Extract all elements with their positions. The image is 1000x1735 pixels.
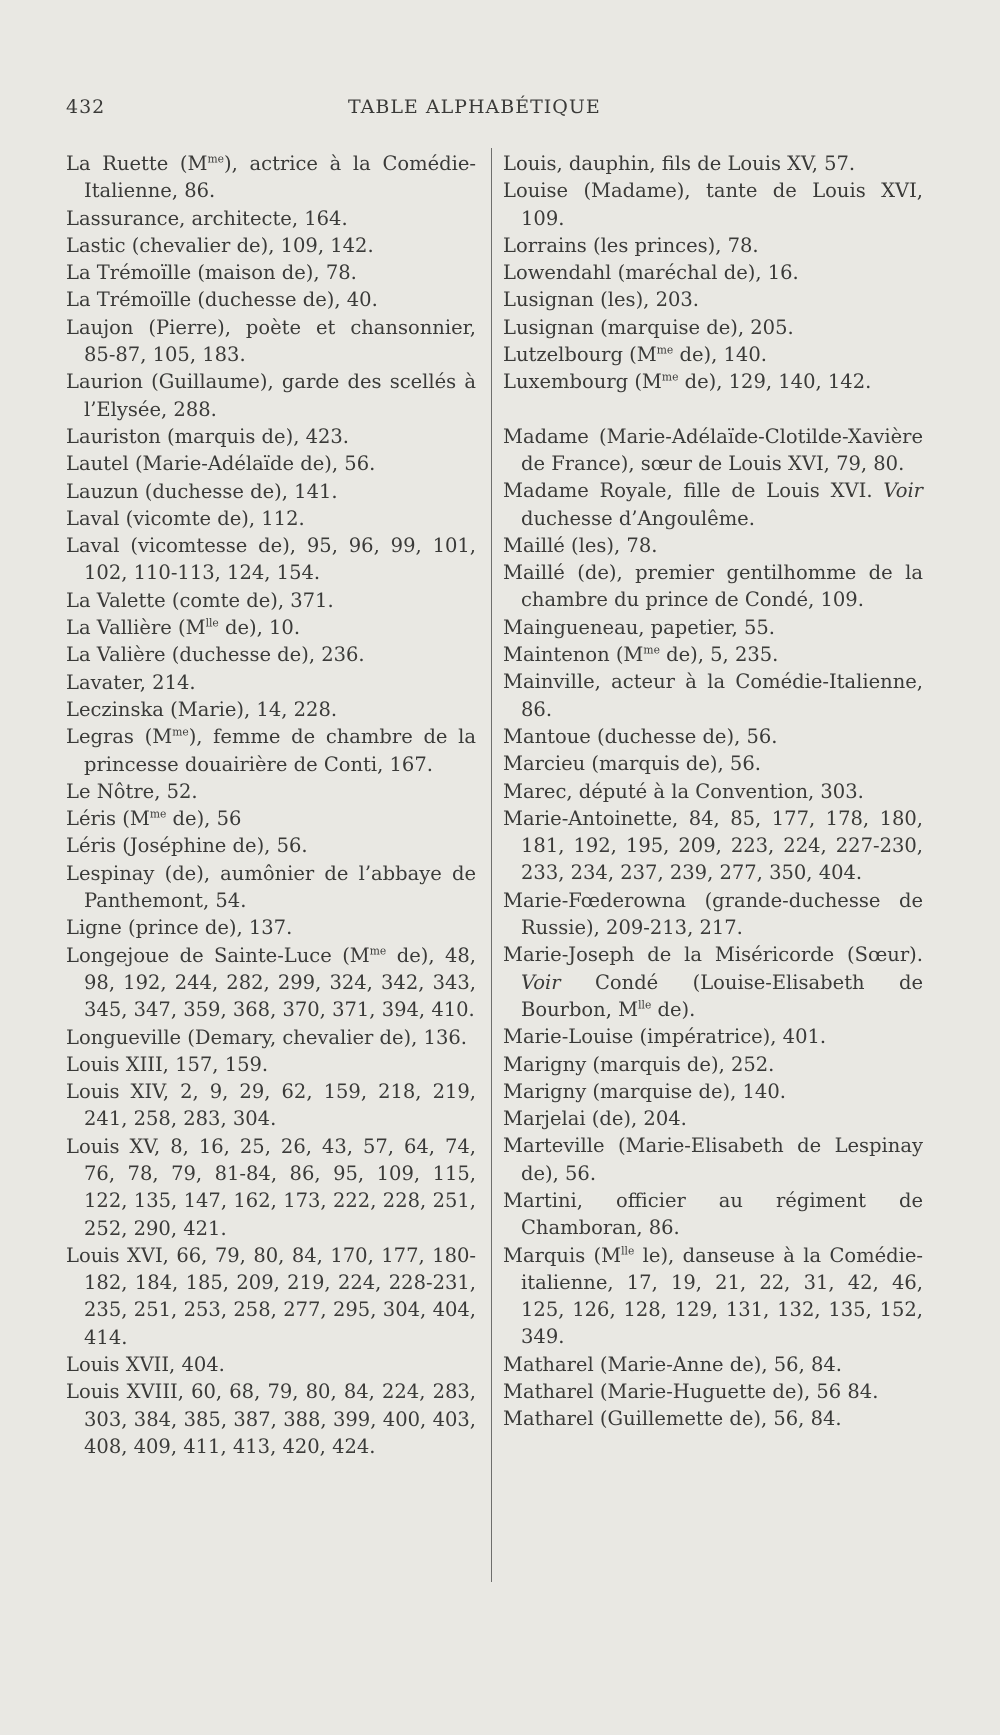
index-entry: Léris ($M^{me}$ de), 56: [66, 807, 242, 831]
index-entry: Marec, député à la Convention, 303.: [503, 779, 864, 803]
index-entry: Maillé (les), 78.: [503, 533, 658, 557]
index-entry: La Trémoïlle (duchesse de), 40.: [66, 288, 378, 312]
index-entry: Laval (vicomtesse de), 95, 96, 99, 101, 102, 110-113, 124, 154.: [66, 534, 476, 585]
index-entry: Matharel (Guillemette de), 56, 84.: [503, 1407, 842, 1431]
index-column-right: [503, 150, 923, 1433]
index-entry: Louis, dauphin, fils de Louis XV, 57.: [503, 152, 856, 175]
index-entry: Louis XVIII, 60, 68, 79, 80, 84, 224, 283, 303, 384, 385, 387, 388, 399, 400, 403, 408, 409, 411, 413, 420, 424.: [66, 1380, 476, 1458]
index-entry: Lauriston (marquis de), 423.: [66, 424, 350, 448]
index-entry: Louise (Madame), tante de Louis XVI, 109.: [503, 179, 923, 230]
index-entry: Laurion (Guillaume), garde des scellés à l’Elysée, 288.: [66, 370, 476, 421]
index-column-left: [66, 150, 476, 1460]
index-entry: Ligne (prince de), 137.: [66, 916, 293, 940]
index-entry: Matharel (Marie-Huguette de), 56 84.: [503, 1380, 879, 1404]
index-entry: Louis XVI, 66, 79, 80, 84, 170, 177, 180-182, 184, 185, 209, 219, 224, 228-231, 235, 251, 253, 258, 277, 295, 304, 404, 414.: [66, 1243, 476, 1349]
index-entry: Mainville, acteur à la Comédie-Italienne, 86.: [503, 670, 923, 721]
index-entry: La Trémoïlle (maison de), 78.: [66, 261, 357, 285]
index-entry: La Valière (duchesse de), 236.: [66, 643, 365, 667]
index-entry: Laval (vicomte de), 112.: [66, 506, 305, 530]
index-entry: Martini, officier au régiment de Chamboran, 86.: [503, 1188, 923, 1240]
index-entry: Marie-Fœderowna (grande-duchesse de Russie), 209-213, 217.: [503, 888, 923, 940]
index-entry: Lautel (Marie-Adélaïde de), 56.: [66, 452, 376, 476]
page-number: 432: [66, 96, 106, 118]
index-entry: Marquis ($M^{lle}$ le), danseuse à la Comédie-italienne, 17, 19, 21, 22, 31, 42, 46, 125, 126, 128, 129, 131, 132, 135, 152, 349.: [503, 1243, 923, 1349]
index-entry: Marie-Louise (impératrice), 401.: [503, 1025, 827, 1049]
index-entry: Matharel (Marie-Anne de), 56, 84.: [503, 1352, 842, 1376]
index-entry: Louis XIV, 2, 9, 29, 62, 159, 218, 219, 241, 258, 283, 304.: [66, 1080, 476, 1131]
index-entry: Lusignan (les), 203.: [503, 288, 699, 312]
index-entry: Léris (Joséphine de), 56.: [66, 834, 308, 858]
index-entry: Luxembourg ($M^{me}$ de), 129, 140, 142.: [503, 370, 872, 394]
index-entry: Longueville (Demary, chevalier de), 136.: [66, 1025, 467, 1049]
index-entry: Lowendahl (maréchal de), 16.: [503, 261, 799, 285]
index-entry: Maingueneau, papetier, 55.: [503, 615, 775, 639]
index-entry: Lorrains (les princes), 78.: [503, 233, 759, 257]
index-entry: La Vallière ($M^{lle}$ de), 10.: [66, 616, 301, 640]
index-entry: Marcieu (marquis de), 56.: [503, 752, 761, 776]
index-entry: Lassurance, architecte, 164.: [66, 206, 348, 230]
index-entry: Le Nôtre, 52.: [66, 779, 198, 803]
running-header: [66, 96, 626, 128]
index-entry: Lavater, 214.: [66, 670, 196, 694]
index-entry: Madame (Marie-Adélaïde-Clotilde-Xavière de France), sœur de Louis XVI, 79, 80.: [503, 424, 923, 475]
index-entry: Lutzelbourg ($M^{me}$ de), 140.: [503, 343, 767, 367]
index-entry: Madame Royale, fille de Louis XVI. Voir duchesse d’Angoulême.: [503, 479, 923, 530]
index-entry: Louis XV, 8, 16, 25, 26, 43, 57, 64, 74, 76, 78, 79, 81-84, 86, 95, 109, 115, 122, 135, 147, 162, 173, 222, 228, 251, 252, 290, 421.: [66, 1134, 476, 1240]
column-divider: [491, 148, 492, 1582]
index-entry: Maillé (de), premier gentilhomme de la chambre du prince de Condé, 109.: [503, 561, 923, 612]
index-entry: Laujon (Pierre), poète et chansonnier, 85-87, 105, 183.: [66, 315, 476, 367]
index-entry: La Valette (comte de), 371.: [66, 588, 334, 612]
page-title: TABLE ALPHABÉTIQUE: [348, 96, 601, 118]
index-entry: Lespinay (de), aumônier de l’abbaye de Panthemont, 54.: [66, 861, 476, 913]
index-entry: Lauzun (duchesse de), 141.: [66, 479, 338, 503]
index-entry: Legras $(M^{me})$, femme de chambre de la princesse douairière de Conti, 167.: [66, 725, 476, 776]
index-entry: Marteville (Marie-Elisabeth de Lespinay de), 56.: [503, 1134, 923, 1185]
index-entry: Louis XIII, 157, 159.: [66, 1052, 269, 1076]
index-entry: Marjelai (de), 204.: [503, 1107, 687, 1131]
index-entry: Marigny (marquise de), 140.: [503, 1079, 786, 1103]
index-entry: Louis XVII, 404.: [66, 1353, 225, 1377]
index-entry: Marigny (marquis de), 252.: [503, 1052, 775, 1076]
index-entry: Lastic (chevalier de), 109, 142.: [66, 233, 374, 257]
index-entry: Marie-Antoinette, 84, 85, 177, 178, 180, 181, 192, 195, 209, 223, 224, 227-230, 233, 234, 237, 239, 277, 350, 404.: [503, 806, 923, 885]
index-entry: Marie-Joseph de la Miséricorde (Sœur). Voir Condé (Louise-Elisabeth de Bourbon, $M^{lle}$ de).: [503, 943, 923, 1021]
index-entry: Longejoue de Sainte-Luce ($M^{me}$ de), 48, 98, 192, 244, 282, 299, 324, 342, 343, 345, 347, 359, 368, 370, 371, 394, 410.: [66, 943, 476, 1022]
index-entry: La Ruette $(M^{me})$, actrice à la Comédie-Italienne, 86.: [66, 152, 476, 203]
index-entry: Mantoue (duchesse de), 56.: [503, 724, 778, 748]
index-entry: Maintenon ($M^{me}$ de), 5, 235.: [503, 643, 779, 667]
index-entry: Leczinska (Marie), 14, 228.: [66, 697, 338, 721]
index-entry: Lusignan (marquise de), 205.: [503, 315, 794, 339]
section-gap: [503, 396, 923, 423]
